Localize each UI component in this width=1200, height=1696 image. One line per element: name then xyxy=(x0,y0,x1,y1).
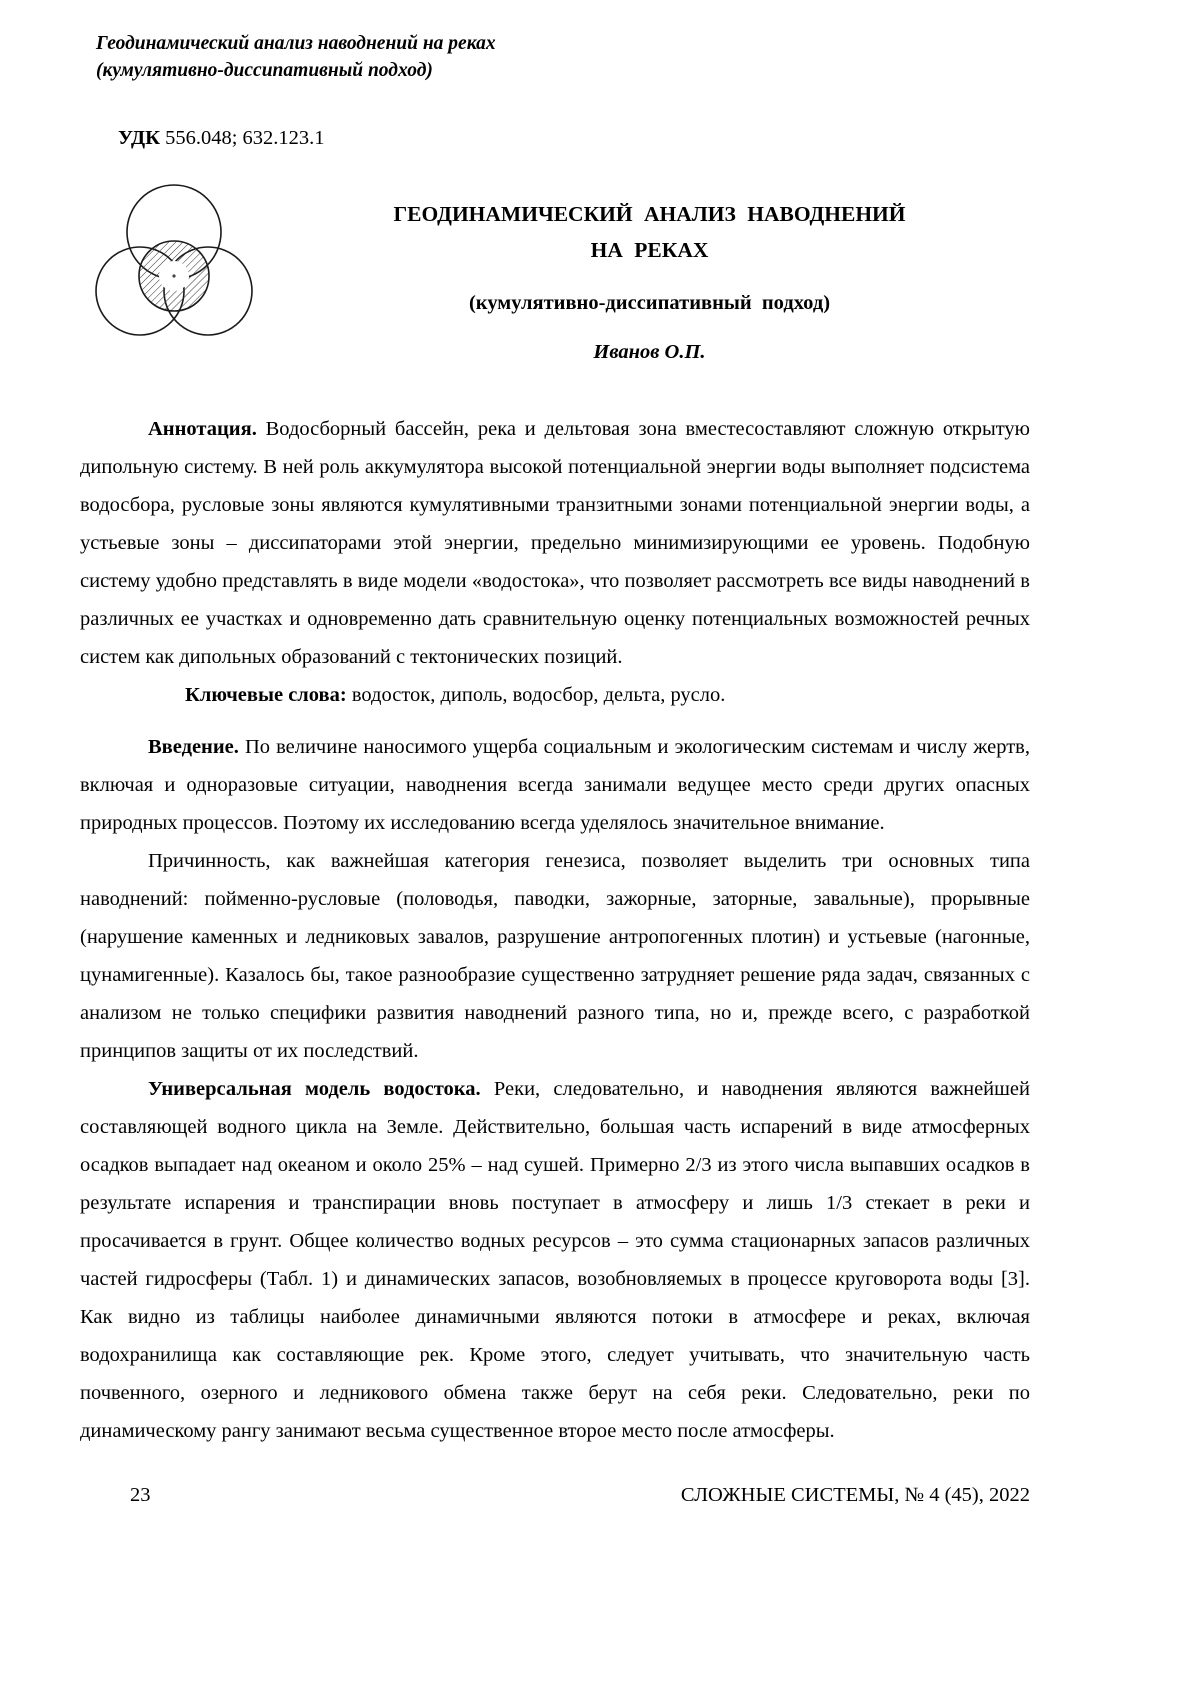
model-paragraph xyxy=(80,1070,1030,1450)
introduction-paragraph xyxy=(80,728,1030,842)
journal-reference: СЛОЖНЫЕ СИСТЕМЫ, № 4 (45), 2022 xyxy=(680,1484,1030,1506)
paper-title-line1: ГЕОДИНАМИЧЕСКИЙ АНАЛИЗ НАВОДНЕНИЙ xyxy=(393,201,906,226)
udk-value: 556.048; 632.123.1 xyxy=(165,126,325,149)
abstract-paragraph xyxy=(80,410,1030,676)
causality-paragraph: Причинность, как важнейшая категория генезиса, позволяет выделить три основных типа наводнений: пойменно-русловые (половодья, паводки, зажорные, заторные, завальные), прорывные (нарушение каменных и ледниковых завалов, разрушение антропогенных плотин) и устьевые (нагонные, цунамигенные). Казалось бы, такое разнообразие существенно затрудняет решение ряда задач, связанных с анализом не только специфики развития наводнений разного типа, но и, прежде всего, с разработкой принципов защиты от их последствий. xyxy=(80,849,1030,1062)
model-text: Реки, следовательно, и наводнения являются важнейшей составляющей водного цикла на Земле. Действительно, большая часть испарений в виде атмосферных осадков выпадает над океаном и около 25% – над сушей. Примерно 2/3 из этого числа выпавших осадков в результате испарения и транспирации вновь поступает в атмосферу и лишь 1/3 стекает в реки и просачивается в грунт. Общее количество водных ресурсов – это сумма стационарных запасов различных частей гидросферы (Табл. 1) и динамических запасов, возобновляемых в процессе круговорота воды [3]. Как видно из таблицы наиболее динамичными являются потоки в атмосфере и реках, включая водохранилища как составляющие рек. Кроме этого, следует учитывать, что значительную часть почвенного, озерного и ледникового обмена также берут на себя реки. Следовательно, реки по динамическому рангу занимают весьма существенное второе место после атмосферы. xyxy=(80,1077,1030,1442)
abstract-text: Водосборный бассейн, река и дельтовая зона вместесоставляют сложную открытую дипольную систему. В ней роль аккумулятора высокой потенциальной энергии воды выполняет подсистема водосбора, русловые зоны являются кумулятивными транзитными зонами потенциальной энергии воды, а устьевые зоны – диссипаторами этой энергии, предельно минимизирующими ее уровень. Подобную систему удобно представлять в виде модели «водостока», что позволяет рассмотреть все виды наводнений в различных ее участках и одновременно дать сравнительную оценку потенциальных возможностей речных систем как дипольных образований с тектонических позиций. xyxy=(80,417,1030,668)
paper-title xyxy=(269,196,1030,268)
running-header-line1: Геодинамический анализ наводнений на реках xyxy=(96,33,496,54)
introduction-label: Введение. xyxy=(148,735,239,758)
keywords-text: водосток, диполь, водосбор, дельта, русло. xyxy=(346,683,726,706)
title-block xyxy=(269,178,1030,364)
paper-author: Иванов О.П. xyxy=(593,340,706,363)
model-label: Универсальная модель водостока. xyxy=(148,1077,481,1100)
journal-logo xyxy=(80,178,269,356)
running-header xyxy=(96,30,1030,85)
keywords-line xyxy=(80,676,1030,714)
introduction-text: По величине наносимого ущерба социальным и экологическим системам и числу жертв, включая и одноразовые ситуации, наводнения всегда занимали ведущее место среди других опасных природных процессов. Поэтому их исследованию всегда уделялось значительное внимание. xyxy=(80,735,1030,834)
abstract-label: Аннотация. xyxy=(148,417,257,440)
running-header-line2: (кумулятивно-диссипативный подход) xyxy=(96,60,433,82)
paper-subtitle: (кумулятивно-диссипативный подход) xyxy=(468,291,831,314)
title-row xyxy=(80,178,1030,364)
udk-label: УДК xyxy=(118,126,160,149)
udk-line xyxy=(118,127,1030,150)
venn-circles-icon xyxy=(84,178,262,350)
body-text xyxy=(80,410,1030,1450)
page-number: 23 xyxy=(130,1484,151,1506)
keywords-label: Ключевые слова: xyxy=(185,683,347,706)
paper-title-line2: НА РЕКАХ xyxy=(590,237,709,262)
page-footer xyxy=(80,1484,1030,1507)
